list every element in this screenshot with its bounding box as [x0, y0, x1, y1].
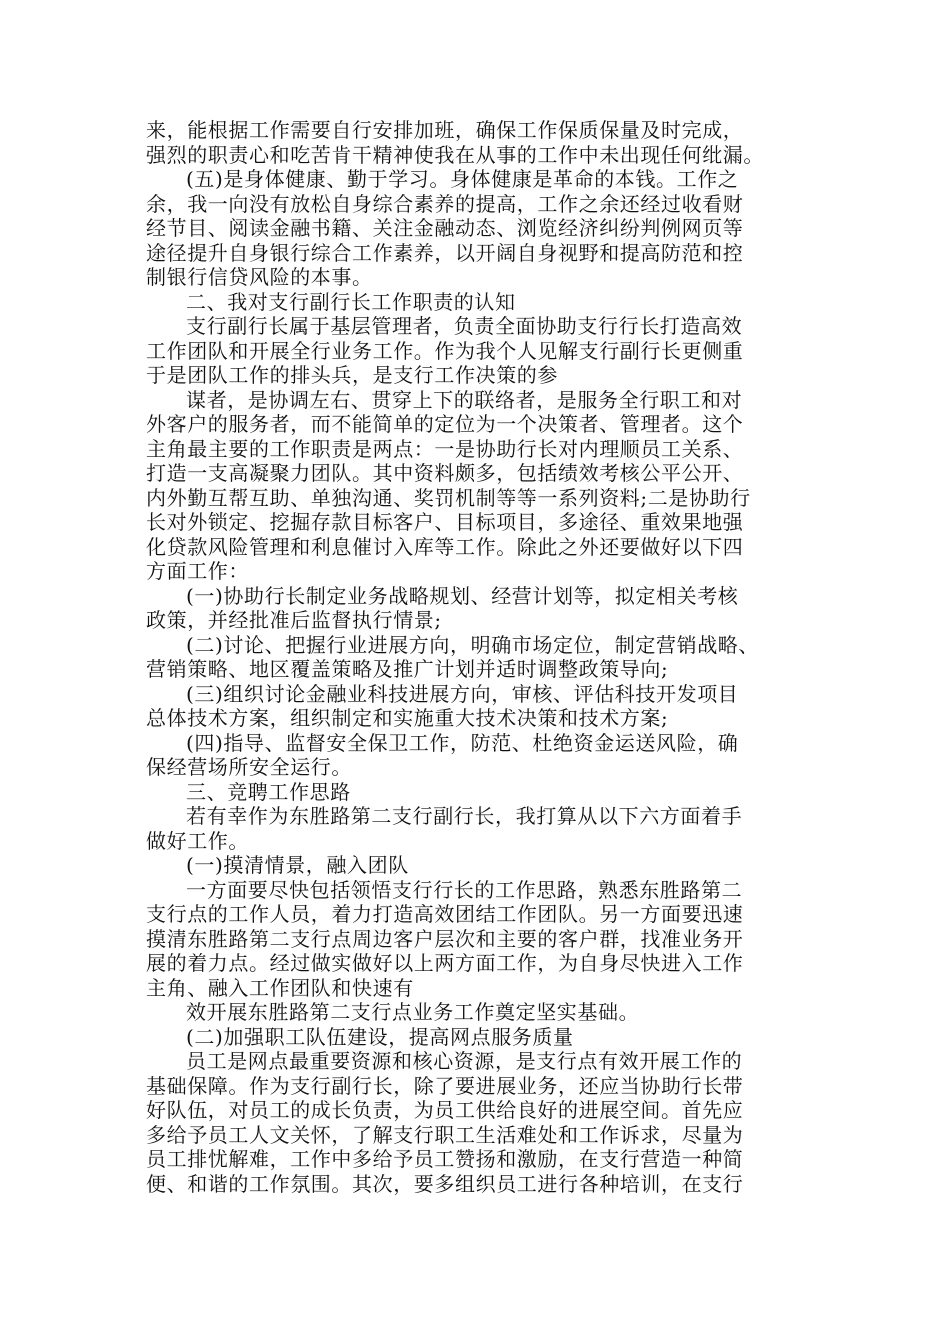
- text-line: 政策，并经批准后监督执行情景;: [146, 608, 442, 632]
- text-line: 若有幸作为东胜路第二支行副行长，我打算从以下六方面着手: [186, 804, 743, 828]
- text-line: 做好工作。: [146, 828, 249, 853]
- text-line: 制银行信贷风险的本事。: [146, 265, 373, 289]
- text-line: 支行点的工作人员，着力打造高效团结工作团队。另一方面要迅速: [146, 902, 744, 926]
- text-line: 来，能根据工作需要自行安排加班，确保工作保质保量及时完成，: [146, 118, 744, 142]
- text-line: 强烈的职责心和吃苦肯干精神使我在从事的工作中未出现任何纰漏。: [146, 142, 764, 167]
- text-line: 于是团队工作的排头兵，是支行工作决策的参: [146, 363, 558, 387]
- text-line: 途径提升自身银行综合工作素养，以开阔自身视野和提高防范和控: [146, 240, 744, 265]
- text-line: 员工是网点最重要资源和核心资源，是支行点有效开展工作的: [186, 1049, 743, 1073]
- text-line: 主角最主要的工作职责是两点：一是协助行长对内理顺员工关系、: [146, 436, 744, 461]
- text-line: (五)是身体健康、勤于学习。身体健康是革命的本钱。工作之: [186, 167, 739, 191]
- text-line: (二)加强职工队伍建设，提高网点服务质量: [186, 1024, 574, 1049]
- text-line: 基础保障。作为支行副行长，除了要进展业务，还应当协助行长带: [146, 1073, 744, 1098]
- text-line: 余，我一向没有放松自身综合素养的提高，工作之余还经过收看财: [146, 191, 744, 216]
- text-line: 二、我对支行副行长工作职责的认知: [186, 289, 516, 314]
- text-line: 长对外锁定、挖掘存款目标客户、目标项目，多途径、重效果地强: [146, 510, 744, 534]
- text-line: 支行副行长属于基层管理者，负责全面协助支行行长打造高效: [186, 314, 743, 338]
- text-line: 摸清东胜路第二支行点周边客户层次和主要的客户群，找准业务开: [146, 926, 744, 951]
- text-line: (四)指导、监督安全保卫工作，防范、杜绝资金运送风险，确: [186, 730, 739, 755]
- text-line: 外客户的服务者，而不能简单的定位为一个决策者、管理者。这个: [146, 412, 744, 436]
- text-line: 主角、融入工作团队和快速有: [146, 975, 414, 1000]
- text-line: 一方面要尽快包括领悟支行行长的工作思路，熟悉东胜路第二: [186, 877, 743, 902]
- text-line: 总体技术方案，组织制定和实施重大技术决策和技术方案;: [146, 706, 669, 730]
- text-line: 打造一支高凝聚力团队。其中资料颇多，包括绩效考核公平公开、: [146, 461, 744, 485]
- text-line: 内外勤互帮互助、单独沟通、奖罚机制等等一系列资料;二是协助行: [146, 485, 751, 510]
- text-line: 方面工作：: [146, 559, 249, 583]
- text-line: 谋者，是协调左右、贯穿上下的联络者，是服务全行职工和对: [186, 387, 743, 412]
- text-line: 效开展东胜路第二支行点业务工作奠定坚实基础。: [186, 1000, 640, 1024]
- text-line: 员工排忧解难，工作中多给予员工赞扬和激励，在支行营造一种简: [146, 1147, 744, 1171]
- text-line: 展的着力点。经过做实做好以上两方面工作，为自身尽快进入工作: [146, 951, 744, 975]
- text-line: (一)协助行长制定业务战略规划、经营计划等，拟定相关考核: [186, 583, 739, 608]
- text-line: 多给予员工人文关怀，了解支行职工生活难处和工作诉求，尽量为: [146, 1122, 744, 1147]
- document-page: [146, 118, 812, 1196]
- text-line: 营销策略、地区覆盖策略及推广计划并适时调整政策导向;: [146, 657, 669, 681]
- text-line: (二)讨论、把握行业进展方向，明确市场定位，制定营销战略、: [186, 632, 760, 657]
- text-line: 好队伍，对员工的成长负责，为员工供给良好的进展空间。首先应: [146, 1098, 744, 1122]
- text-line: 便、和谐的工作氛围。其次，要多组织员工进行各种培训，在支行: [146, 1171, 744, 1196]
- text-line: (一)摸清情景，融入团队: [186, 853, 409, 877]
- text-line: 三、竞聘工作思路: [186, 779, 351, 804]
- text-line: 工作团队和开展全行业务工作。作为我个人见解支行副行长更侧重: [146, 338, 744, 363]
- text-line: 化贷款风险管理和利息催讨入库等工作。除此之外还要做好以下四: [146, 534, 744, 559]
- text-line: 经节目、阅读金融书籍、关注金融动态、浏览经济纠纷判例网页等: [146, 216, 744, 240]
- text-line: (三)组织讨论金融业科技进展方向，审核、评估科技开发项目: [186, 681, 739, 706]
- text-line: 保经营场所安全运行。: [146, 755, 352, 779]
